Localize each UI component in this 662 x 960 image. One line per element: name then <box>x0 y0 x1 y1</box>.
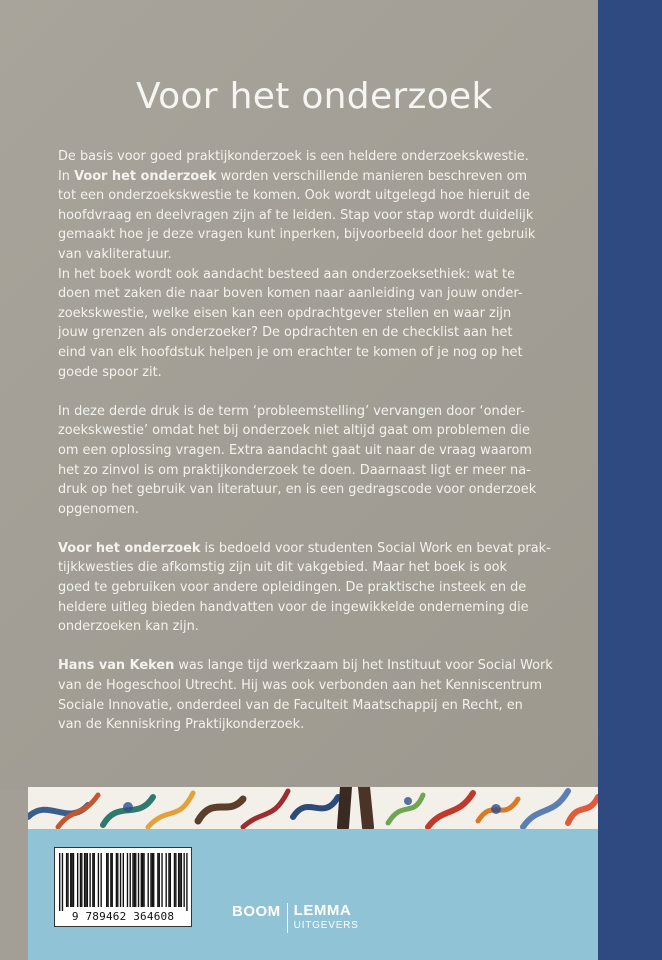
barcode-bar <box>77 853 78 907</box>
barcode-bar <box>175 853 176 907</box>
blurb-text <box>58 147 578 754</box>
barcode-bar <box>150 853 151 907</box>
isbn-number: 9 789462 364608 <box>71 910 175 923</box>
barcode-bar <box>123 853 124 907</box>
publisher-name-lemma: LEMMA <box>293 902 352 919</box>
publisher-subtitle: UITGEVERS <box>293 920 359 931</box>
barcode-bar <box>153 853 154 907</box>
barcode-bar <box>100 853 101 907</box>
barcode-bar <box>107 853 108 907</box>
barcode-bar <box>94 853 95 907</box>
blurb-paragraph-1: De basis voor goed praktijkonderzoek is een heldere onderzoekskwestie. In Voor het onderzoek worden verschillende manieren beschreven om tot een onderzoekskwestie te komen. Ook wordt uitgelegd hoe hieruit de hoofdvraag en deelvragen zijn af te leiden. Stap voor stap wordt duidelijk gemaakt hoe je deze vragen kunt inperken, bijvoorbeeld door het gebruik van vakliteratuur. In het boek wordt ook aandacht besteed aan onderzoeksethiek: wat te doen met zaken die naar boven komen naar aanleiding van jouw onder- zoekskwestie, welke eisen kan een opdrachtgever stellen en waar zijn jouw grenzen als onderzoeker? De opdrachten en de checklist aan het eind van elk hoofdstuk helpen je om erachter te komen of je nog op het goede spoor zit. <box>58 149 536 380</box>
barcode-bar <box>112 853 113 907</box>
barcode-bar <box>165 853 166 907</box>
barcode-bar <box>141 853 142 907</box>
barcode-bar <box>142 853 143 907</box>
barcode-bar <box>132 853 133 907</box>
barcode-bar <box>130 853 131 907</box>
publisher-logo <box>232 903 359 933</box>
barcode-bar <box>89 853 90 907</box>
barcode-bar <box>134 853 135 907</box>
barcode-bar <box>59 853 60 911</box>
barcode-bar <box>106 853 107 907</box>
barcode-bar <box>120 853 121 907</box>
barcode-bar <box>179 853 180 907</box>
barcode-bar <box>152 853 153 907</box>
barcode-bar <box>70 853 71 907</box>
spine-band <box>598 0 662 960</box>
barcode-bar <box>161 853 162 907</box>
bold-text: Hans van Keken <box>58 658 175 674</box>
barcode-bar <box>84 853 85 907</box>
barcode-bar <box>181 853 182 907</box>
barcode-bar <box>80 853 81 907</box>
bold-text: Voor het onderzoek <box>74 168 217 184</box>
bold-text: Voor het onderzoek <box>58 540 201 556</box>
blurb-paragraph-2: In deze derde druk is de term ‘probleemstelling’ vervangen door ‘onder- zoekskwestie’ omdat het bij onderzoek niet altijd gaat om problemen die om een oplossing vragen. Extra aandacht gaat uit naar de vraag waarom het zo zinvol is om praktijkonderzoek te doen. Daarnaast ligt er meer na- druk op het gebruik van literatuur, en is een gedragscode voor onderzoek opgenomen. <box>58 403 537 517</box>
barcode-bar <box>183 853 184 907</box>
barcode-bar <box>92 853 93 907</box>
barcode-bar <box>148 853 149 907</box>
barcode-bar <box>174 853 175 907</box>
barcode-bar <box>73 853 74 907</box>
barcode-bar <box>62 853 63 911</box>
barcode-bar <box>170 853 171 907</box>
barcode-bar <box>98 853 99 907</box>
barcode-bar <box>71 853 72 907</box>
publisher-divider <box>287 903 288 933</box>
barcode-bar <box>159 853 160 907</box>
hands-illustration-strip <box>28 787 598 829</box>
barcode-bar <box>168 853 169 907</box>
barcode-bar <box>66 853 67 907</box>
barcode-bar <box>157 853 158 907</box>
barcode-bar <box>138 853 139 907</box>
barcode-bar <box>81 853 82 907</box>
book-title: Voor het onderzoek <box>136 76 493 117</box>
barcode-bar <box>116 853 117 907</box>
barcode-bar <box>143 853 144 907</box>
barcode-bar <box>117 853 118 907</box>
cover-bottom-left <box>0 829 28 960</box>
hands-illustration <box>28 787 598 829</box>
blurb-paragraph-3: Voor het onderzoek is bedoeld voor studenten Social Work en bevat prak- tijkkwesties die afkomstig zijn uit dit vakgebied. Maar het boek is ook goed te gebruiken voor andere opleidingen. De praktische insteek en de heldere uitleg bieden handvatten voor de ingewikkelde onderneming die onderzoeken kan zijn. <box>58 540 551 635</box>
barcode-bar <box>110 853 111 907</box>
barcode-bars <box>56 851 192 911</box>
barcode-bar <box>87 853 88 907</box>
publisher-right <box>294 903 359 932</box>
author-bio: Hans van Keken was lange tijd werkzaam bij het Instituut voor Social Work van de Hogeschool Utrecht. Hij was ook verbonden aan het Kenniscentrum Sociale Innovatie, onderdeel van de Faculteit Maatschappij en Recht, en van de Kenniskring Praktijkonderzoek. <box>58 658 553 733</box>
barcode-bar <box>127 853 128 907</box>
barcode-bar <box>178 853 179 907</box>
publisher-name-boom: BOOM <box>232 903 281 920</box>
barcode-bar <box>186 853 187 911</box>
isbn-barcode <box>54 847 192 927</box>
barcode-bar <box>67 853 68 907</box>
barcode-bar <box>135 853 136 907</box>
barcode-bar <box>85 853 86 907</box>
